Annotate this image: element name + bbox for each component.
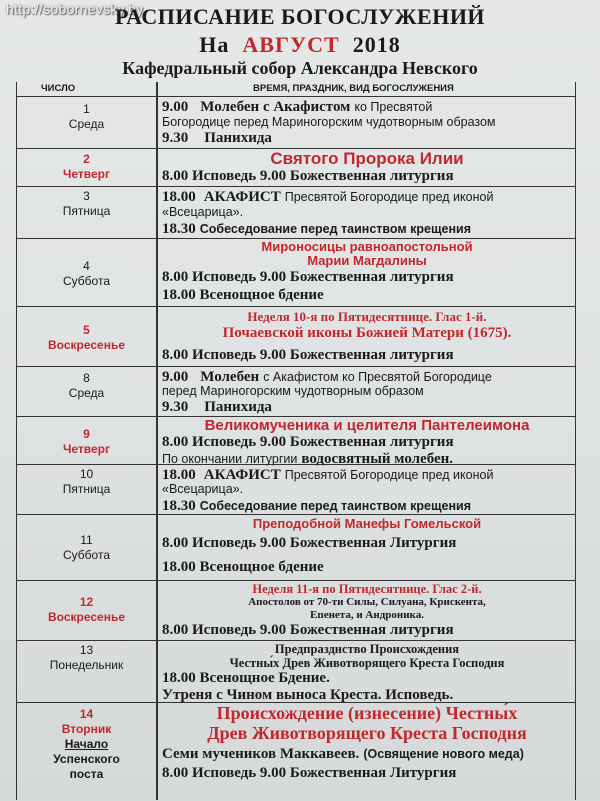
service-name: водосвятный молебен. — [301, 451, 454, 467]
service-name: Панихида — [204, 399, 272, 415]
day-number: 2 — [83, 152, 90, 166]
service-line: Утреня с Чином выноса Креста. Исповедь. — [162, 687, 454, 703]
day-cell — [17, 323, 156, 353]
schedule-month-line — [0, 32, 600, 58]
service-detail: перед Мариногорским чудотворным образом — [162, 384, 424, 398]
service-name: Панихида — [204, 130, 272, 146]
site-watermark: http://sobornevsky.by — [6, 1, 144, 17]
day-cell — [17, 427, 156, 457]
weekday: Понедельник — [49, 658, 124, 672]
month-name: АВГУСТ — [242, 32, 340, 57]
weekday: Пятница — [62, 204, 111, 218]
feast-title: Марии Магдалины — [307, 253, 427, 268]
day-cell — [17, 152, 156, 182]
weekday: Среда — [68, 386, 105, 400]
service-detail: По окончании литургии — [162, 452, 298, 466]
weekday: Суббота — [63, 548, 110, 562]
table-row — [17, 186, 575, 239]
day-number: 13 — [79, 643, 94, 657]
day-cell — [17, 371, 156, 401]
day-cell — [17, 707, 156, 737]
day-number: 1 — [83, 102, 90, 116]
table-row — [17, 640, 575, 703]
cathedral-name: Кафедральный собор Александра Невского — [122, 58, 478, 78]
table-row — [17, 416, 575, 465]
time: 18.30 — [162, 221, 196, 237]
table-row — [17, 514, 575, 581]
table-row — [17, 96, 575, 149]
pre-feast-title: Честны́х Древ Животворящего Креста Господня — [229, 656, 505, 670]
time: 18.30 — [162, 498, 196, 514]
table-row — [17, 580, 575, 641]
month-prefix: На — [199, 32, 230, 57]
day-cell — [17, 595, 156, 625]
fast-note-line: Успенского — [53, 752, 120, 766]
time: 9.30 — [162, 399, 189, 415]
feast-title: Святого Пророка Илии — [270, 149, 464, 168]
table-row — [17, 238, 575, 307]
day-cell — [17, 102, 156, 132]
service-line: 18.00 Всенощное бдение — [162, 287, 324, 303]
table-row — [17, 366, 575, 417]
service-detail: ко Пресвятой — [354, 100, 433, 114]
day-number: 8 — [83, 371, 90, 385]
day-number: 11 — [80, 533, 93, 547]
feast-title: Древ Животворящего Креста Господня — [207, 723, 527, 743]
service-line: 8.00 Исповедь 9.00 Божественная литургия — [162, 434, 454, 450]
weekday: Четверг — [62, 167, 111, 181]
weekday: Воскресенье — [47, 338, 125, 352]
commemoration: Епенета, и Андроника. — [310, 609, 424, 621]
feast-title: Происхождение (изнесение) Честны́х — [216, 703, 518, 723]
service-line: 18.00 Всенощное Бдение. — [162, 670, 330, 686]
table-row — [17, 702, 575, 801]
time: 18.00 — [162, 467, 196, 483]
service-name: Молебен — [200, 369, 260, 385]
year: 2018 — [352, 32, 401, 57]
commemoration: Апостолов от 70-ти Силы, Силуана, Крискента, — [248, 596, 486, 608]
day-number: 12 — [79, 595, 94, 609]
day-number: 14 — [79, 707, 94, 721]
fast-note — [17, 737, 156, 782]
commemoration: Семи мучеников Маккавеев. — [162, 746, 360, 762]
weekday: Четверг — [62, 442, 111, 456]
day-number: 3 — [83, 189, 90, 203]
service-name: АКАФИСТ — [203, 189, 281, 205]
fast-note-line: Начало — [64, 737, 109, 751]
feast-title: Великомученика и целителя Пантелеимона — [204, 417, 530, 434]
service-name: Собеседование перед таинством крещения — [199, 499, 471, 513]
service-line: 8.00 Исповедь 9.00 Божественная литургия — [162, 347, 454, 363]
service-name: Собеседование перед таинством крещения — [199, 222, 471, 236]
weekday: Суббота — [63, 274, 110, 288]
day-number: 4 — [83, 259, 90, 273]
schedule-table — [16, 82, 576, 800]
day-number: 5 — [83, 323, 90, 337]
service-detail: Пресвятой Богородице пред иконой — [284, 468, 494, 482]
day-number: 9 — [83, 427, 90, 441]
schedule-title: РАСПИСАНИЕ БОГОСЛУЖЕНИЙ — [114, 4, 486, 29]
service-detail: «Всецарица». — [162, 482, 244, 496]
table-header — [17, 82, 575, 96]
feast-title: Почаевской иконы Божией Матери (1675). — [222, 325, 512, 341]
weekday: Вторник — [61, 722, 112, 736]
service-detail: Пресвятой Богородице пред иконой — [284, 190, 494, 204]
day-cell — [17, 533, 156, 563]
service-detail: с Акафистом ко Пресвятой Богородице — [263, 370, 492, 384]
time: 18.00 — [162, 189, 196, 205]
service-line: 8.00 Исповедь 9.00 Божественная Литургия — [162, 765, 457, 781]
service-detail: «Всецарица». — [162, 205, 244, 219]
sunday-title: Неделя 11-я по Пятидесятнице. Глас 2-й. — [252, 582, 482, 596]
service-line: 8.00 Исповедь 9.00 Божественная литургия — [162, 168, 454, 184]
time: 9.00 — [162, 369, 189, 385]
pre-feast-title: Предпразднство Происхождения — [274, 642, 460, 656]
day-cell — [17, 189, 156, 219]
service-detail: Богородице перед Мариногорским чудотворным образом — [162, 115, 496, 129]
table-row — [17, 148, 575, 187]
feast-title: Преподобной Манефы Гомельской — [252, 516, 482, 531]
day-cell — [17, 259, 156, 289]
service-line: 18.00 Всенощное бдение — [162, 559, 324, 575]
service-name: АКАФИСТ — [203, 467, 281, 483]
table-row — [17, 306, 575, 367]
weekday: Среда — [68, 117, 105, 131]
weekday: Воскресенье — [47, 610, 125, 624]
day-number: 10 — [79, 467, 94, 481]
feast-title: Мироносицы равноапостольной — [261, 239, 473, 254]
day-cell — [17, 467, 156, 497]
time: 9.30 — [162, 130, 189, 146]
weekday: Пятница — [62, 482, 111, 496]
fast-note-line: поста — [69, 767, 104, 781]
time: 9.00 — [162, 99, 189, 115]
day-cell — [17, 643, 156, 673]
table-row — [17, 464, 575, 515]
service-line: 8.00 Исповедь 9.00 Божественная Литургия — [162, 535, 457, 551]
column-service: ВРЕМЯ, ПРАЗДНИК, ВИД БОГОСЛУЖЕНИЯ — [253, 83, 454, 94]
service-detail: (Освящение нового меда) — [363, 747, 524, 761]
sunday-title: Неделя 10-я по Пятидесятнице. Глас 1-й. — [247, 309, 487, 324]
service-line: 8.00 Исповедь 9.00 Божественная литургия — [162, 269, 454, 285]
service-name: Молебен с Акафистом — [200, 99, 351, 115]
service-line: 8.00 Исповедь 9.00 Божественная литургия — [162, 622, 454, 638]
column-day: ЧИСЛО — [41, 83, 76, 94]
